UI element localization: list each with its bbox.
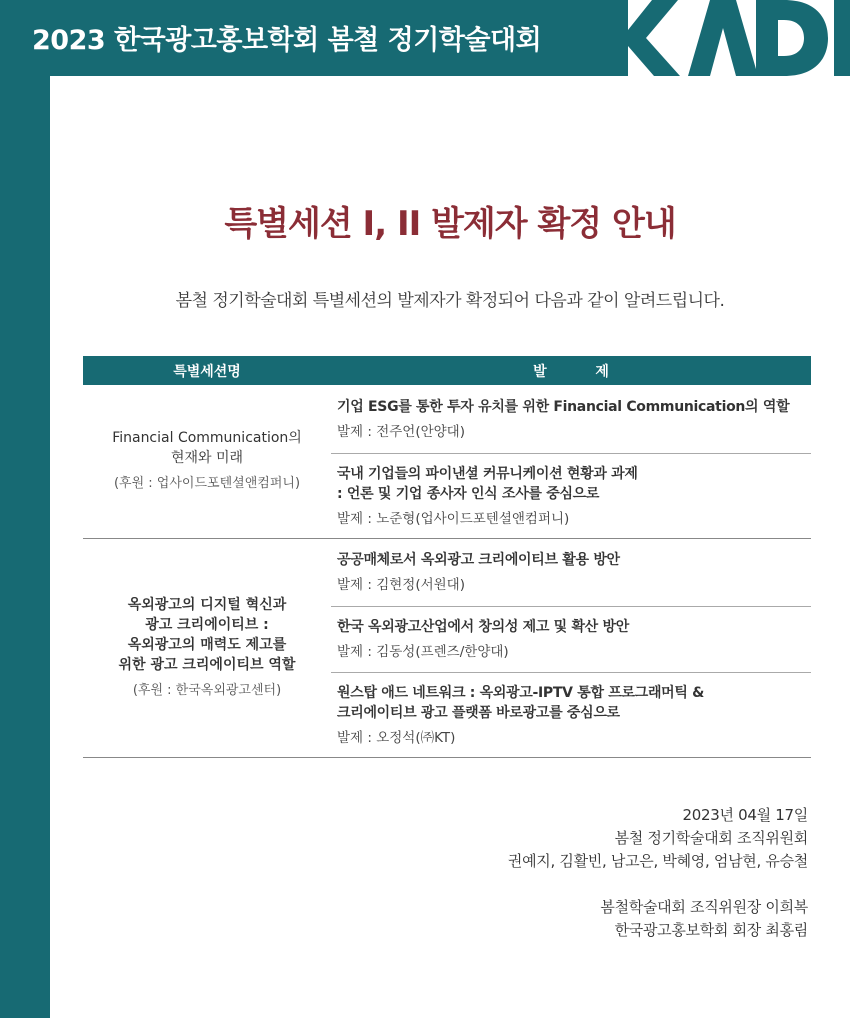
kadpr-logo (606, 0, 850, 76)
signature-committee: 봄철 정기학술대회 조직위원회 (614, 829, 808, 847)
session-name: Financial Communication의 현재와 미래 (112, 430, 302, 467)
table-row (83, 385, 811, 453)
topic-cell (331, 672, 811, 757)
table-row (83, 538, 811, 606)
topic-presenter: 발제 : 김현정(서원대) (337, 577, 465, 593)
header-session-name: 특별세션명 (83, 356, 331, 385)
session-name: 옥외광고의 디지털 혁신과 광고 크리에이티브 : 옥외광고의 매력도 제고를 위한 광고 크리에이티브 역할 (118, 596, 296, 673)
session-sponsor: (후원 : 업사이드포텐셜앤컴퍼니) (113, 476, 301, 492)
table-header-row (83, 356, 811, 385)
topic-presenter: 발제 : 노준형(업사이드포텐셜앤컴퍼니) (337, 510, 570, 527)
signature-block (508, 804, 808, 942)
signature-members: 권예지, 김활빈, 남고은, 박혜영, 엄남현, 유승철 (507, 852, 808, 870)
topic-cell (331, 606, 811, 672)
notice-paper (50, 76, 850, 1018)
page-title: 특별세션 I, II 발제자 확정 안내 (224, 204, 676, 244)
topic-cell (331, 538, 811, 606)
topic-title: 원스탑 애드 네트워크 : 옥외광고-IPTV 통합 프로그래머틱 & 크리에이티브 광고 플랫폼 바로광고를 중심으로 (337, 684, 705, 721)
session-table (83, 356, 811, 758)
signature-chair: 봄철학술대회 조직위원장 이희복 (600, 898, 808, 916)
header-title: 2023 한국광고홍보학회 봄철 정기학술대회 (32, 25, 542, 56)
signature-spacer (508, 873, 808, 896)
intro-text: 봄철 정기학술대회 특별세션의 발제자가 확정되어 다음과 같이 알려드립니다. (175, 291, 725, 311)
topic-title: 국내 기업들의 파이낸셜 커뮤니케이션 현황과 과제 : 언론 및 기업 종사자 인식 조사를 중심으로 (337, 465, 638, 502)
topic-title: 한국 옥외광고산업에서 창의성 제고 및 확산 방안 (337, 619, 629, 635)
session-cell-2 (83, 538, 331, 757)
topic-cell (331, 385, 811, 453)
session-sponsor: (후원 : 한국옥외광고센터) (132, 682, 282, 698)
signature-president: 한국광고홍보학회 회장 최홍림 (614, 921, 808, 939)
topic-presenter: 발제 : 전주언(안양대) (337, 423, 465, 440)
topic-presenter: 발제 : 김동성(프렌즈/한양대) (337, 644, 509, 660)
signature-date: 2023년 04월 17일 (682, 806, 808, 824)
topic-title: 공공매체로서 옥외광고 크리에이티브 활용 방안 (337, 552, 620, 568)
session-cell-1 (83, 385, 331, 538)
topic-presenter: 발제 : 오정석(㈜KT) (337, 729, 456, 746)
header-presentation: 발 제 (331, 356, 811, 385)
topic-title: 기업 ESG를 통한 투자 유치를 위한 Financial Communication의 역할 (337, 398, 790, 415)
topic-cell (331, 453, 811, 538)
